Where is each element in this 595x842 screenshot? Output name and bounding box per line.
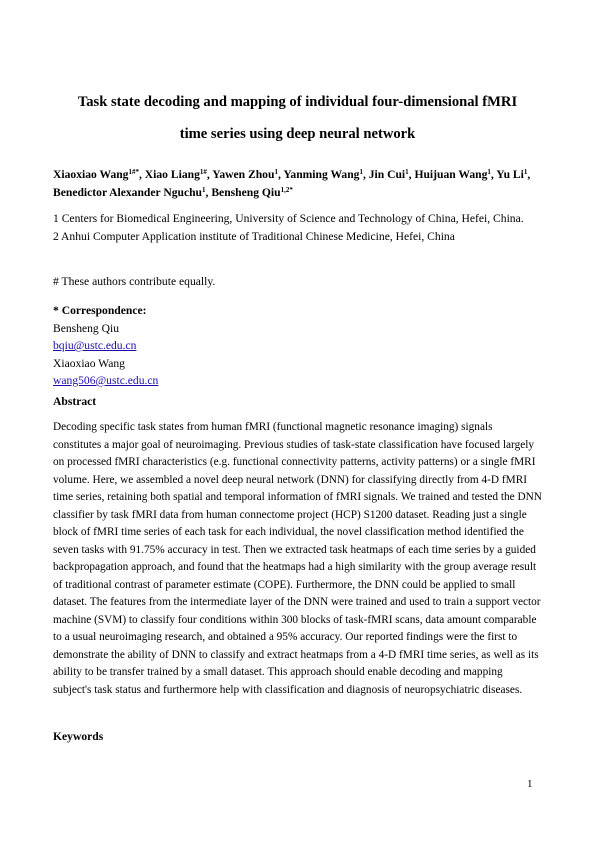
correspondence-heading: * Correspondence: [53, 304, 147, 317]
author-affiliation-marker: 1# [199, 168, 207, 176]
author-separator: , [205, 185, 212, 199]
affiliations [53, 210, 548, 245]
author-affiliation-marker: 1 [359, 168, 363, 176]
author-separator: , [408, 168, 415, 181]
author-affiliation-marker: 1 [202, 185, 206, 194]
paper-title-line-2: time series using deep neural network [179, 126, 416, 142]
author-separator: , [277, 168, 284, 181]
author-name: Xiaoxiao Wang [53, 168, 129, 181]
abstract-text: Decoding specific task states from human fMRI (functional magnetic resonance imaging) signals constitutes a major goal of neuroimaging. Previous studies of task-state classification have focused largely on processed fMRI characteristics (e.g. functional connectivity patterns, activity patterns) or a single fMRI volume. Here, we assembled a novel deep neural network (DNN) for classifying directly from 4-D fMRI time series, retaining both spatial and temporal information of fMRI signals. We trained and tested the DNN classifier by task fMRI data from human connectome project (HCP) S1200 dataset. Reading just a single block of fMRI time series of each task for each individual, the novel classification method identified the seven tasks with 91.75% accuracy in test. Then we extracted task heatmaps of each time series by a guided backpropagation approach, and found that the heatmaps had a high similarity with the group average result of traditional contrast of parameter estimate (COPE). Furthermore, the DNN could be applied to small dataset. The features from the intermediate layer of the DNN were trained and used to train a support vector machine (SVM) to classify four conditions within 300 blocks of task-fMRI scans, data amount comparable to a usual neuroimaging research, and obtained a 95% accuracy. Our reported findings were the first to demonstrate the ability of DNN to classify and extract heatmaps from a 4-D fMRI time series, as well as its ability to be transfer trained by a small dataset. This approach should enable decoding and mapping subject's task status and furthermore help with classification and diagnosis of neuropsychiatric diseases. [53, 421, 542, 696]
author-affiliation-marker: 1,2* [280, 185, 293, 194]
author-name: Bensheng Qiu [211, 185, 281, 199]
author-affiliation-marker: 1 [487, 168, 491, 176]
author-name: Yawen Zhou [212, 168, 275, 181]
affiliation-2: 2 Anhui Computer Application institute of Traditional Chinese Medicine, Hefei, China [53, 229, 455, 243]
author-separator: , [490, 168, 497, 181]
page-number: 1 [527, 778, 533, 790]
author-name: Benedictor Alexander Nguchu [53, 185, 203, 199]
affiliation-1: 1 Centers for Biomedical Engineering, University of Science and Technology of China, Hefei, China. [53, 212, 524, 225]
equal-contribution-note: # These authors contribute equally. [53, 275, 216, 288]
author-affiliation-marker: 1 [274, 168, 278, 176]
paper-title-line-1: Task state decoding and mapping of individual four-dimensional fMRI [77, 94, 518, 110]
author-name: Huijuan Wang [414, 168, 488, 181]
email-link-1[interactable]: bqiu@ustc.edu.cn [53, 339, 137, 352]
author-affiliation-marker: 1 [523, 168, 528, 176]
author-separator: , [362, 168, 369, 181]
author-name: Yanming Wang [283, 168, 360, 181]
author-name: Yu Li [496, 168, 524, 181]
author-affiliation-marker: 1 [405, 168, 409, 176]
correspondence-name-2: Xiaoxiao Wang [53, 356, 125, 370]
author-name: Xiao Liang [144, 168, 200, 181]
correspondence-block [53, 302, 548, 390]
email-link-2[interactable]: wang506@ustc.edu.cn [53, 374, 159, 387]
author-separator: , [527, 168, 531, 181]
author-affiliation-marker: 1#* [128, 168, 139, 176]
author-list [53, 166, 548, 201]
keywords-heading: Keywords [53, 730, 104, 743]
author-separator: , [138, 168, 145, 181]
abstract-heading: Abstract [53, 395, 97, 408]
author-name: Jin Cui [368, 168, 406, 181]
correspondence-name-1: Bensheng Qiu [53, 321, 120, 335]
author-separator: , [206, 168, 213, 181]
